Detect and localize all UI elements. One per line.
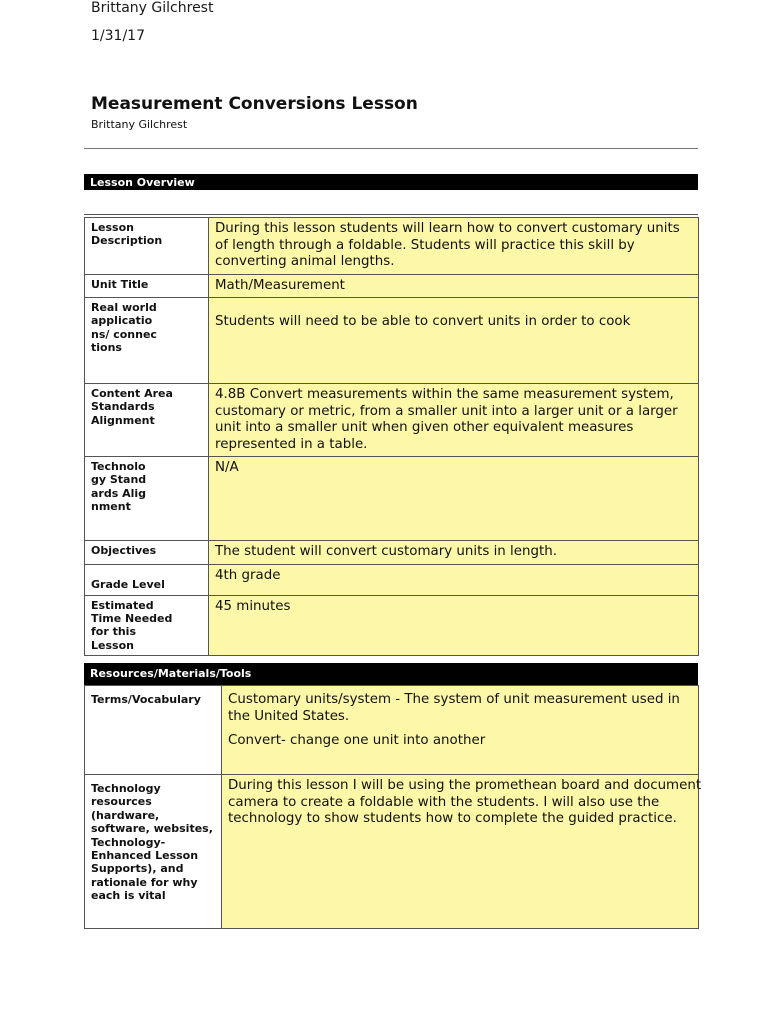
- table-row: [85, 541, 699, 565]
- lesson-overview-table: [84, 217, 699, 656]
- row-value-unit-title: Math/Measurement: [209, 274, 699, 298]
- row-value-lesson-description: During this lesson students will learn how to convert customary units of length through a foldable. Students will practice this skill by converting animal lengths.: [209, 218, 699, 275]
- table-row: [85, 775, 699, 929]
- table-row: [85, 595, 699, 656]
- table-row: [85, 564, 699, 595]
- table-top-border: [84, 214, 698, 215]
- document-subtitle: Brittany Gilchrest: [91, 118, 188, 131]
- row-label-technology-resources: Technology resources (hardware, software, websites, Technology-Enhanced Lesson Supports), and rationale for why each is vital: [85, 775, 222, 929]
- technology-rationale-text: During this lesson I will be using the promethean board and document camera to create a foldable with the students. I will also use the technology to show students how to complete the guided practice.: [228, 778, 702, 826]
- table-row: [85, 298, 699, 384]
- row-label-technology-standards: Technology Standards Alignment: [85, 457, 209, 541]
- table-row: [85, 686, 699, 775]
- row-value-objectives: The student will convert customary units in length.: [209, 541, 699, 565]
- table-row: [85, 274, 699, 298]
- row-label-standards: Content Area Standards Alignment: [85, 384, 209, 457]
- row-label-grade-level: Grade Level: [85, 564, 209, 595]
- row-label-real-world: Real world applications/ connections: [85, 298, 209, 384]
- title-divider: [84, 148, 698, 149]
- row-label-terms: Terms/Vocabulary: [85, 686, 222, 775]
- header-date: 1/31/17: [91, 28, 145, 44]
- section-bar-lesson-overview: Lesson Overview: [84, 174, 698, 190]
- table-row: [85, 218, 699, 275]
- row-label-unit-title: Unit Title: [85, 274, 209, 298]
- section-bar-resources: Resources/Materials/Tools: [84, 663, 698, 685]
- table-row: [85, 384, 699, 457]
- vocab-definition-convert: Convert- change one unit into another: [228, 733, 486, 748]
- row-label-lesson-description: Lesson Description: [85, 218, 209, 275]
- resources-table: [84, 685, 702, 929]
- row-value-real-world: Students will need to be able to convert units in order to cook: [209, 298, 699, 384]
- header-author: Brittany Gilchrest: [91, 0, 214, 16]
- row-value-grade-level: 4th grade: [209, 564, 699, 595]
- row-label-objectives: Objectives: [85, 541, 209, 565]
- row-value-estimated-time: 45 minutes: [209, 595, 699, 656]
- vocab-definition-customary: Customary units/system - The system of unit measurement used in the United States.: [228, 692, 680, 724]
- table-row: [85, 457, 699, 541]
- row-value-technology-standards: N/A: [209, 457, 699, 541]
- row-label-estimated-time: Estimated Time Needed for this Lesson: [85, 595, 209, 656]
- row-value-technology-resources: [222, 775, 702, 929]
- document-title: Measurement Conversions Lesson: [91, 94, 418, 114]
- row-value-standards: 4.8B Convert measurements within the same measurement system, customary or metric, from a smaller unit into a larger unit or a larger unit into a smaller unit when given other equivalent measures represented in a table.: [209, 384, 699, 457]
- row-value-terms: [222, 686, 699, 775]
